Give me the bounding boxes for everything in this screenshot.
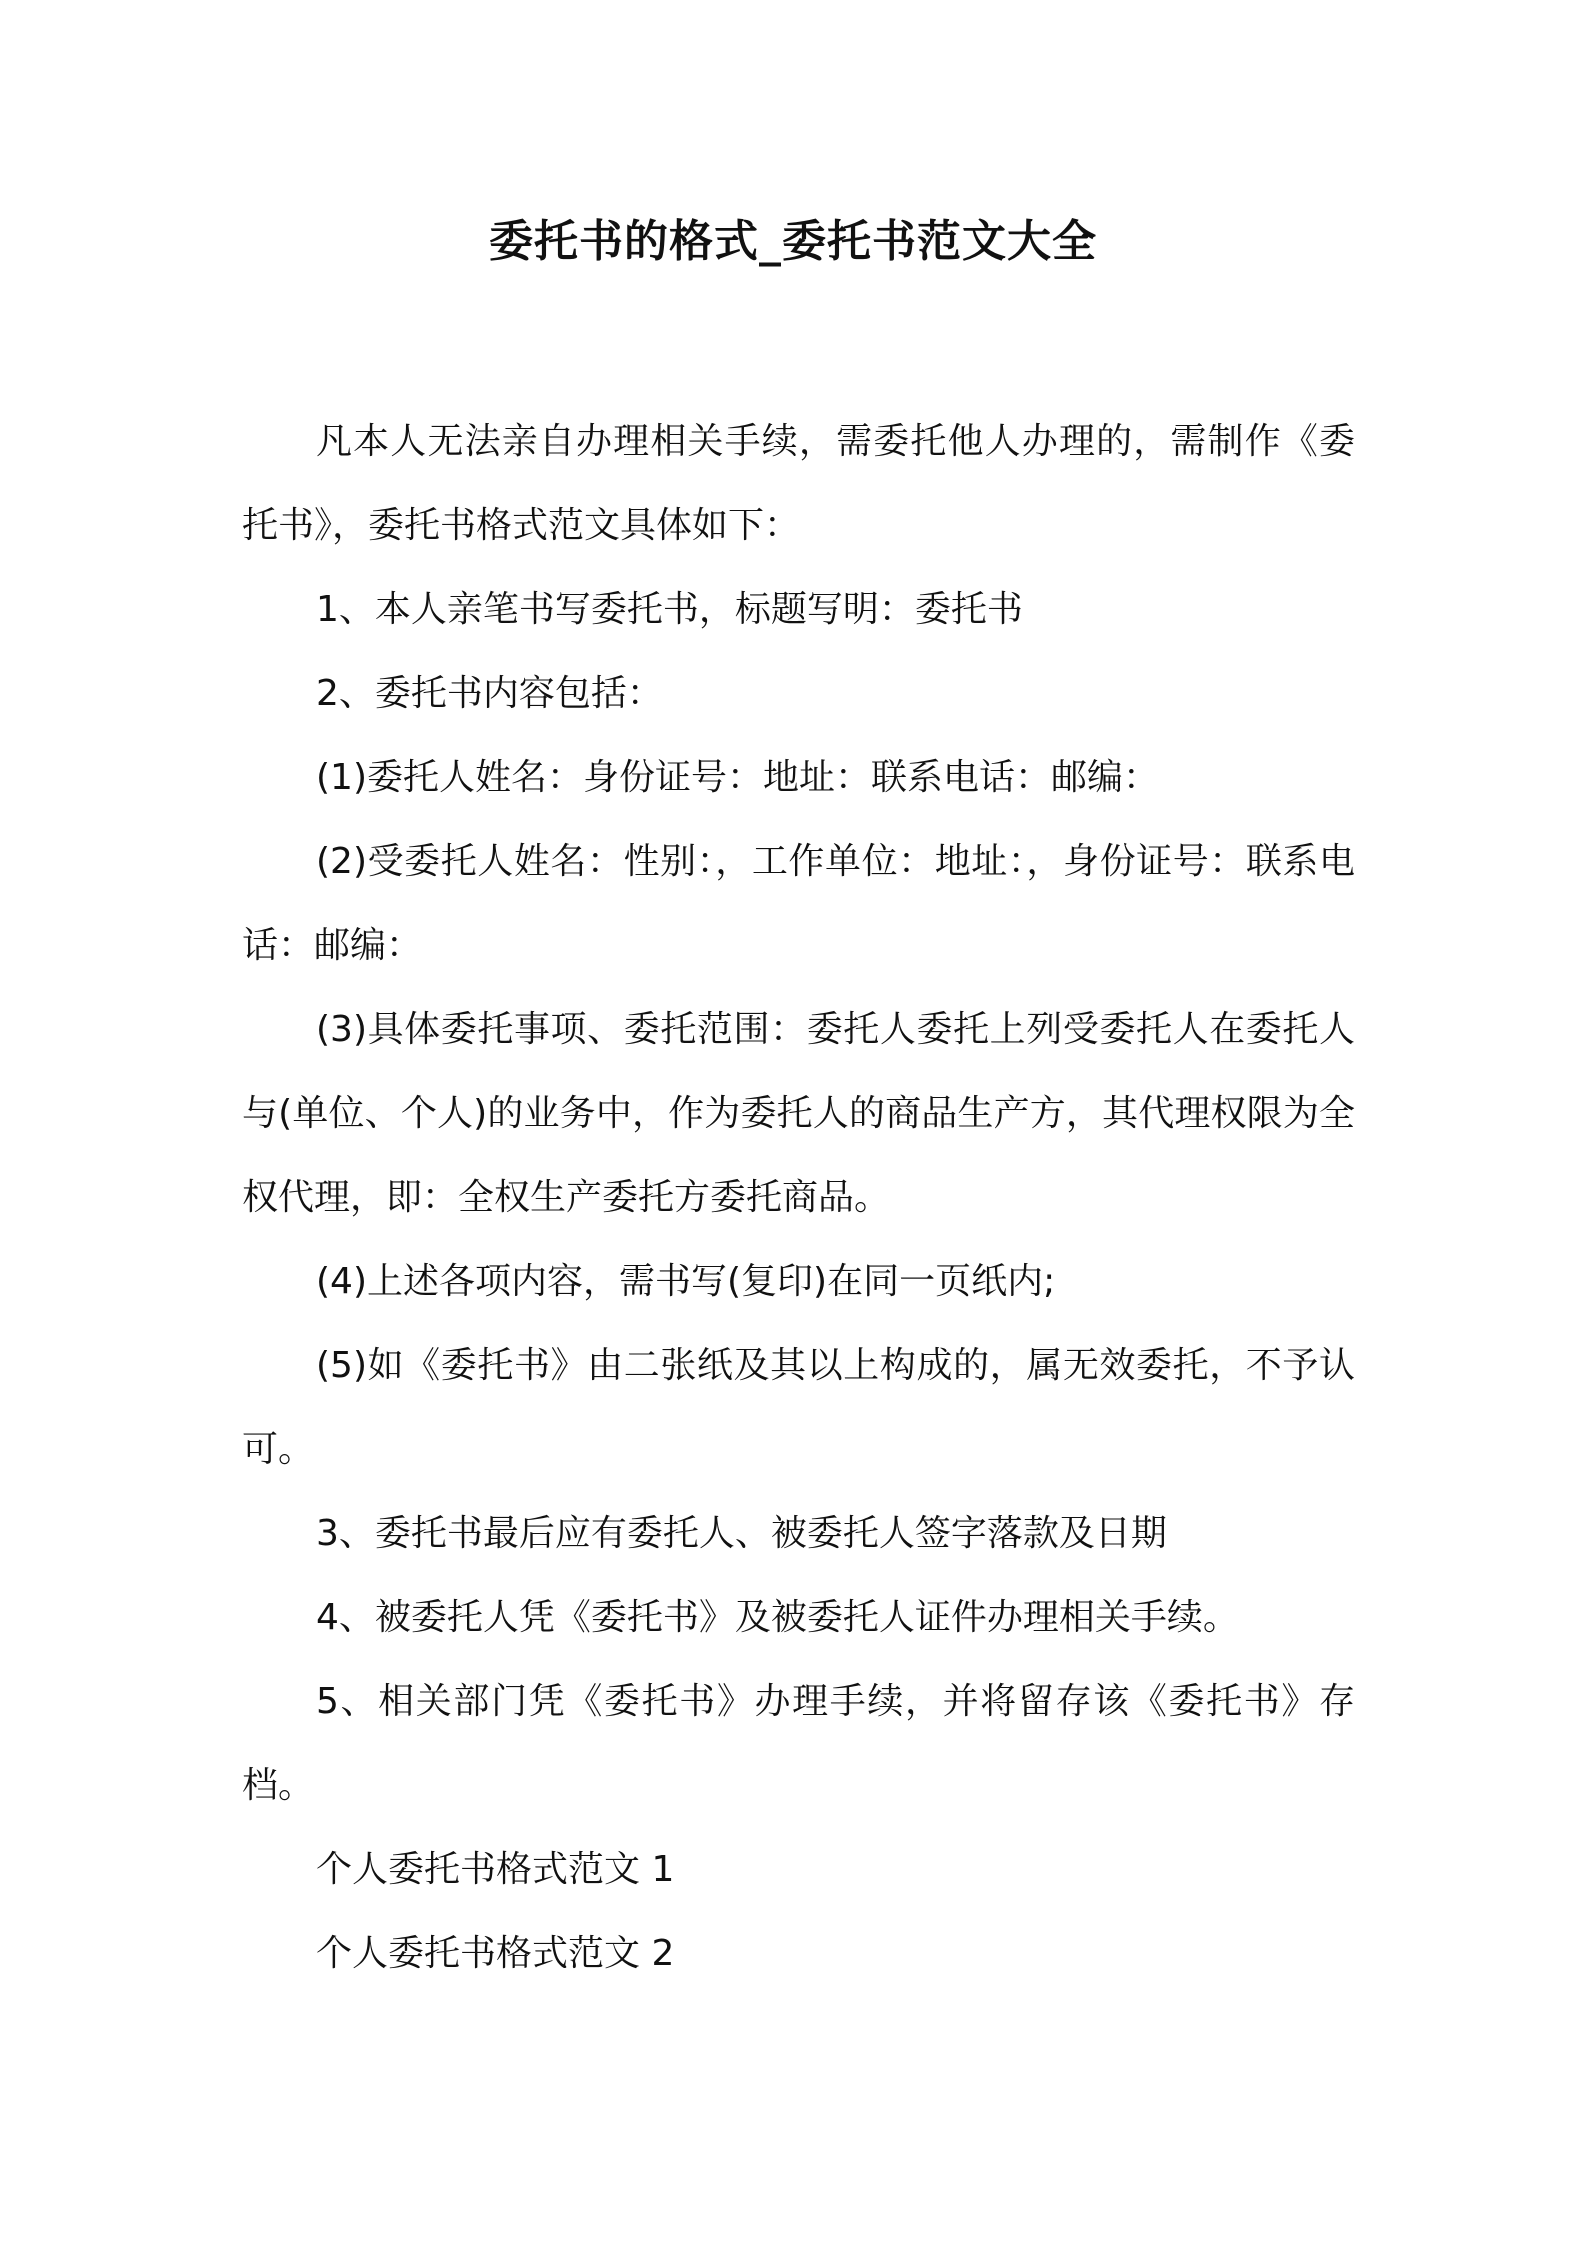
paragraph-sample-1: 个人委托书格式范文 1 (316, 1849, 675, 1890)
paragraph-sample-2: 个人委托书格式范文 2 (316, 1933, 675, 1974)
paragraph-intro: 凡本人无法亲自办理相关手续，需委托他人办理的，需制作《委托书》，委托书格式范文具体如下： (242, 421, 1355, 546)
paragraph-item-5: 5、相关部门凭《委托书》办理手续，并将留存该《委托书》存档。 (242, 1681, 1355, 1806)
paragraph-subitem-2: (2)受委托人姓名：性别：，工作单位：地址：，身份证号：联系电话：邮编： (242, 841, 1355, 966)
paragraph-item-1: 1、本人亲笔书写委托书，标题写明：委托书 (316, 589, 1023, 630)
paragraph-subitem-5: (5)如《委托书》由二张纸及其以上构成的，属无效委托，不予认可。 (242, 1345, 1355, 1470)
paragraph-item-3: 3、委托书最后应有委托人、被委托人签字落款及日期 (316, 1513, 1167, 1554)
paragraph-item-2: 2、委托书内容包括： (316, 673, 663, 714)
document-title: 委托书的格式_委托书范文大全 (489, 216, 1097, 267)
paragraph-subitem-1: (1)委托人姓名：身份证号：地址：联系电话：邮编： (316, 757, 1159, 798)
document-body (242, 400, 1355, 1996)
paragraph-subitem-3: (3)具体委托事项、委托范围：委托人委托上列受委托人在委托人与(单位、个人)的业务中，作为委托人的商品生产方，其代理权限为全权代理，即：全权生产委托方委托商品。 (242, 1009, 1355, 1218)
paragraph-item-4: 4、被委托人凭《委托书》及被委托人证件办理相关手续。 (316, 1597, 1239, 1638)
paragraph-subitem-4: (4)上述各项内容，需书写(复印)在同一页纸内; (316, 1261, 1056, 1302)
